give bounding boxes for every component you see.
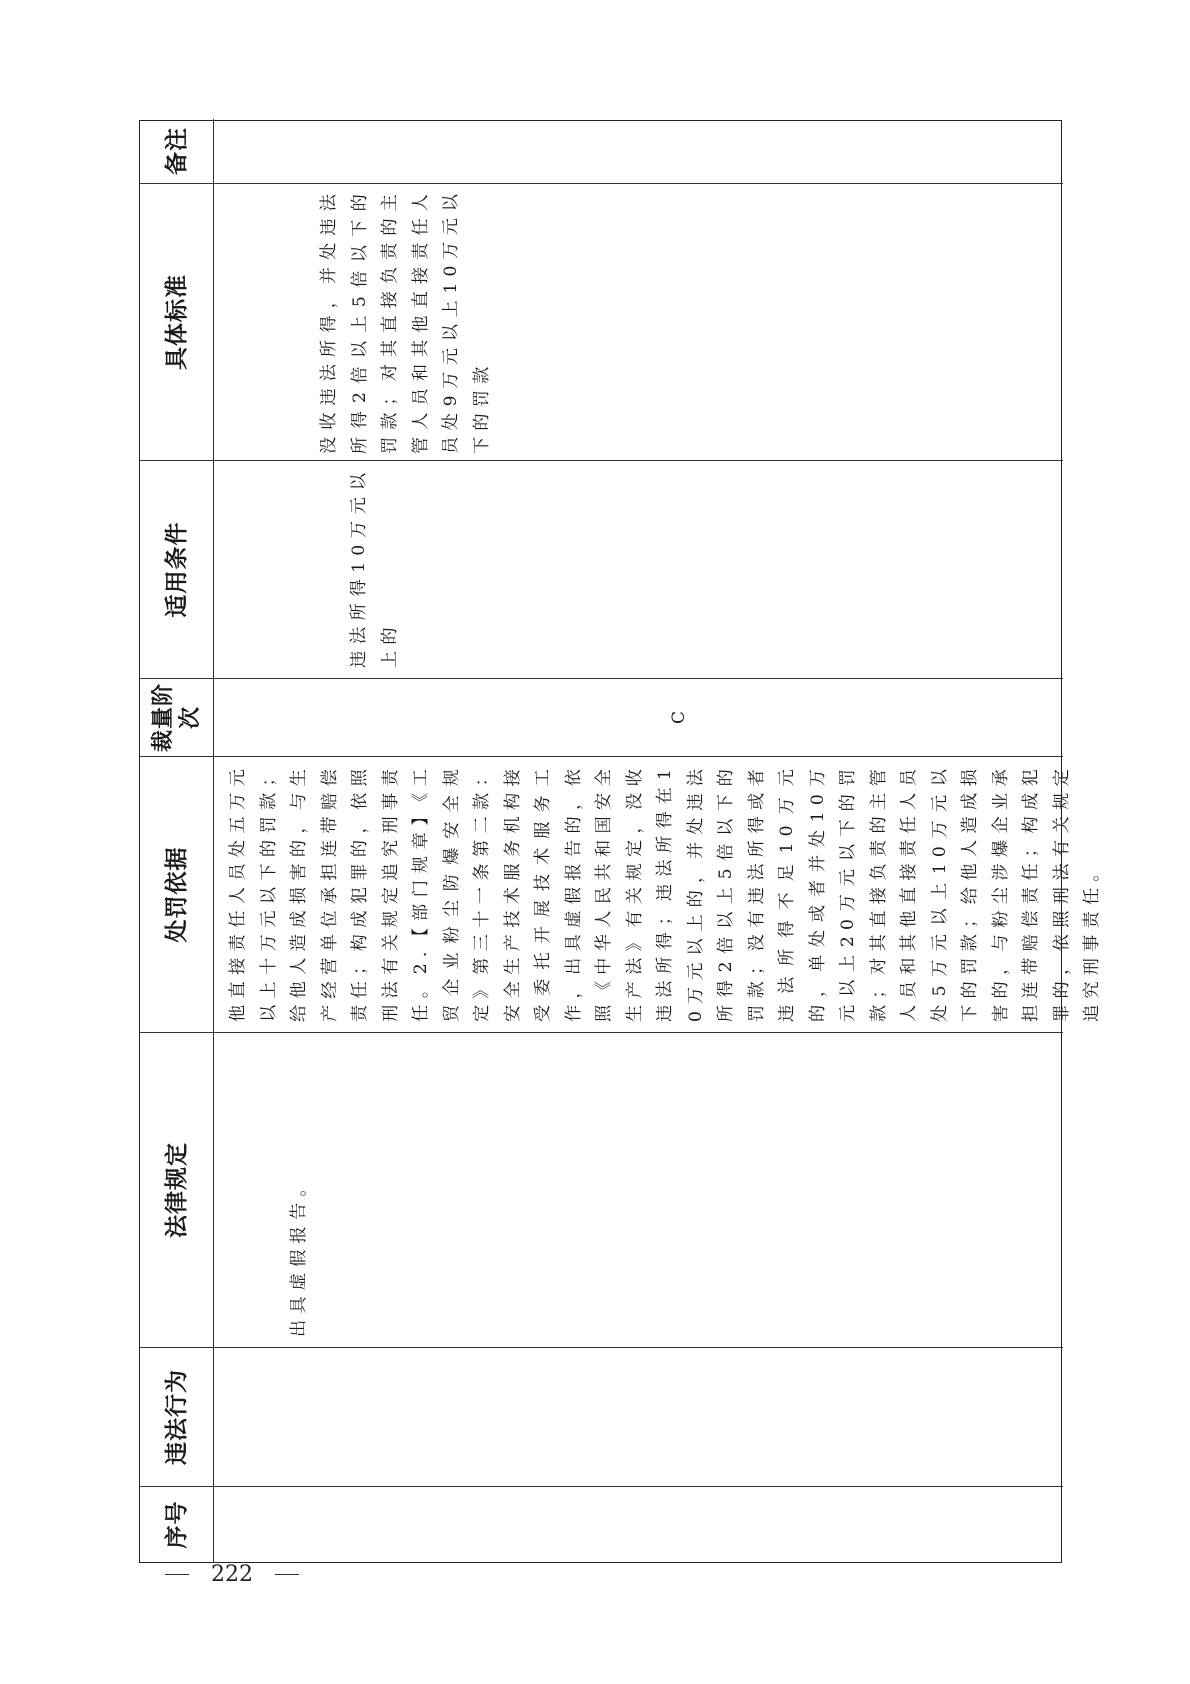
cell-law: 出具虚假报告。 bbox=[214, 1032, 1063, 1347]
cell-condition: 违法所得10万元以上的 bbox=[214, 460, 1063, 678]
header-basis: 处罚依据 bbox=[140, 756, 214, 1032]
header-level: 裁量阶次 bbox=[140, 678, 214, 756]
header-standard: 具体标准 bbox=[140, 183, 214, 460]
cell-violation bbox=[214, 1347, 1063, 1486]
penalty-table bbox=[139, 120, 1102, 1563]
header-seq: 序号 bbox=[140, 1486, 214, 1562]
header-law: 法律规定 bbox=[140, 1032, 214, 1347]
cell-remark bbox=[214, 119, 1063, 183]
cell-level: C bbox=[214, 678, 1063, 756]
page-number-dash-right bbox=[275, 1574, 299, 1575]
cell-seq bbox=[214, 1486, 1063, 1562]
header-violation: 违法行为 bbox=[140, 1347, 214, 1486]
header-remark: 备注 bbox=[140, 119, 214, 183]
page-number-text: 222 bbox=[211, 1562, 253, 1587]
cell-basis: 他直接责任人员处五万元以上十万元以下的罚款；给他人造成损害的，与生产经营单位承担连带赔偿责任；构成犯罪的，依照刑法有关规定追究刑事责任。2.【部门规章】《工贸企业粉尘防爆安全规定》第三十一条第二款：安全生产技术服务机构接受委托开展技术服务工作，出具虚假报告的，依照《中华人民共和国安全生产法》有关规定，没收违法所得；违法所得在10万元以上的，并处违法所得2倍以上5倍以下的罚款；没有违法所得或者违法所得不足10万元的，单处或者并处10万元以上20万元以下的罚款；对其直接负责的主管人员和其他直接责任人员处5万元以上10万元以下的罚款；给他人造成损害的，与粉尘涉爆企业承担连带赔偿责任；构成犯罪的，依照刑法有关规定追究刑事责任。 bbox=[214, 756, 1063, 1032]
page-number-dash-left bbox=[165, 1574, 189, 1575]
header-condition: 适用条件 bbox=[140, 460, 214, 678]
page-number bbox=[165, 1562, 299, 1587]
cell-standard: 没收违法所得，并处违法所得2倍以上5倍以下的罚款；对其直接负责的主管人员和其他直接责任人员处9万元以上10万元以下的罚款 bbox=[214, 183, 1063, 460]
